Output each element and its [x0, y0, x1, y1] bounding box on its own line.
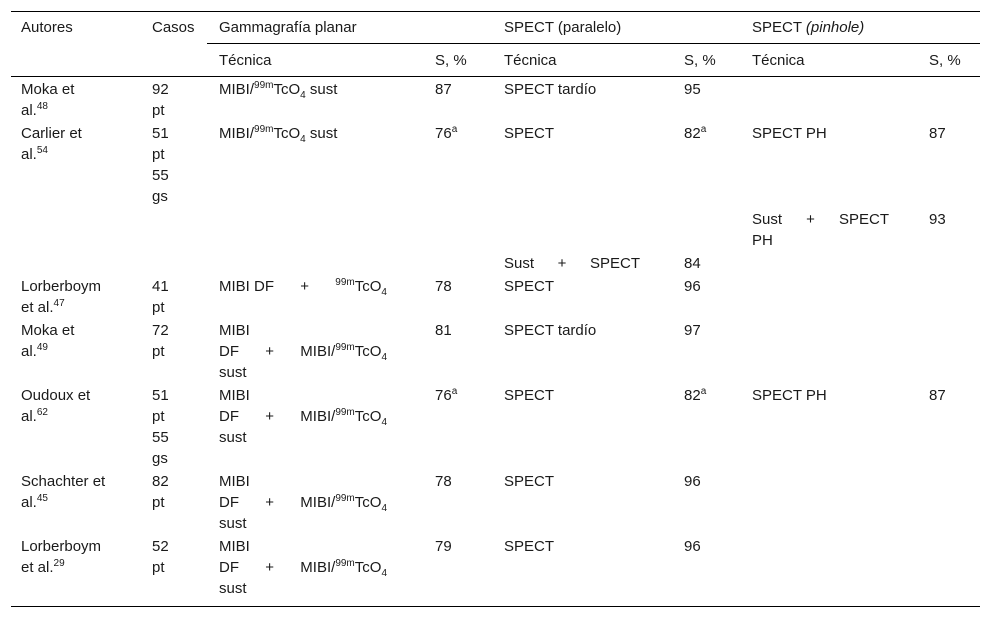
paralelo-s-lorberboym-29: 96 [684, 538, 701, 555]
paralelo-s-lorberboym-47: 96 [684, 278, 701, 295]
paralelo-tecnica-oudoux-62: SPECT [504, 387, 555, 404]
casos-carlier-54: 51 pt 55 gs [152, 125, 169, 205]
pinhole-s-carlier-54-sust: 93 [929, 211, 946, 228]
author-moka-49: Moka et al.$^{49}$ [21, 322, 75, 360]
planar-tecnica-lorberboym-47: MIBI DF + $^{99m}$TcO$_4$ [219, 277, 387, 298]
paralelo-s-oudoux-62: 82$^a$ [684, 386, 707, 404]
paralelo-tecnica-carlier-54-sust: Sust + SPECT [504, 255, 640, 272]
header-gammagrafia-planar: Gammagrafía planar [219, 19, 357, 36]
pinhole-s-oudoux-62: 87 [929, 387, 946, 404]
author-moka-48: Moka et al.$^{48}$ [21, 81, 75, 119]
planar-tecnica-schachter-45: MIBI DF + MIBI/$^{99m}$TcO$_4$ sust [219, 473, 387, 532]
paralelo-s-carlier-54: 82$^a$ [684, 124, 707, 142]
author-oudoux-62: Oudoux et al.$^{62}$ [21, 387, 91, 425]
casos-lorberboym-47: 41 pt [152, 278, 169, 316]
pinhole-tecnica-carlier-54-sust: Sust + SPECT PH [752, 211, 889, 249]
paralelo-tecnica-moka-48: SPECT tardío [504, 81, 597, 98]
planar-tecnica-moka-48: MIBI/$^{99m}$TcO$_4$ sust [219, 80, 338, 101]
planar-s-moka-49: 81 [435, 322, 452, 339]
paralelo-s-moka-48: 95 [684, 81, 701, 98]
paralelo-s-moka-49: 97 [684, 322, 701, 339]
header-casos: Casos [152, 19, 195, 36]
paralelo-tecnica-lorberboym-29: SPECT [504, 538, 555, 555]
subheader-tecnica-planar: Técnica [219, 52, 272, 69]
paralelo-tecnica-lorberboym-47: SPECT [504, 278, 555, 295]
subheader-s-planar: S, % [435, 52, 467, 69]
pinhole-tecnica-carlier-54: SPECT PH [752, 125, 827, 142]
casos-oudoux-62: 51 pt 55 gs [152, 387, 169, 467]
header-spect-pinhole: SPECT (pinhole) [752, 19, 865, 36]
planar-tecnica-oudoux-62: MIBI DF + MIBI/$^{99m}$TcO$_4$ sust [219, 387, 387, 446]
author-carlier-54: Carlier et al.$^{54}$ [21, 125, 82, 163]
header-autores: Autores [21, 19, 73, 36]
casos-moka-48: 92 pt [152, 81, 169, 119]
casos-moka-49: 72 pt [152, 322, 169, 360]
subheader-tecnica-paralelo: Técnica [504, 52, 557, 69]
paralelo-tecnica-carlier-54: SPECT [504, 125, 555, 142]
planar-tecnica-lorberboym-29: MIBI DF + MIBI/$^{99m}$TcO$_4$ sust [219, 538, 387, 597]
subheader-s-pinhole: S, % [929, 52, 961, 69]
pinhole-tecnica-oudoux-62: SPECT PH [752, 387, 827, 404]
planar-tecnica-carlier-54: MIBI/$^{99m}$TcO$_4$ sust [219, 124, 338, 145]
planar-tecnica-moka-49: MIBI DF + MIBI/$^{99m}$TcO$_4$ sust [219, 322, 387, 381]
paralelo-s-schachter-45: 96 [684, 473, 701, 490]
paralelo-s-carlier-54-sust: 84 [684, 255, 701, 272]
author-lorberboym-29: Lorberboym et al.$^{29}$ [21, 538, 102, 576]
subheader-tecnica-pinhole: Técnica [752, 52, 805, 69]
planar-s-schachter-45: 78 [435, 473, 452, 490]
casos-lorberboym-29: 52 pt [152, 538, 169, 576]
planar-s-lorberboym-29: 79 [435, 538, 452, 555]
subheader-s-paralelo: S, % [684, 52, 716, 69]
casos-schachter-45: 82 pt [152, 473, 169, 511]
author-schachter-45: Schachter et al.$^{45}$ [21, 473, 106, 511]
planar-s-moka-48: 87 [435, 81, 452, 98]
planar-s-lorberboym-47: 78 [435, 278, 452, 295]
author-lorberboym-47: Lorberboym et al.$^{47}$ [21, 278, 102, 316]
header-spect-paralelo: SPECT (paralelo) [504, 19, 622, 36]
paralelo-tecnica-moka-49: SPECT tardío [504, 322, 597, 339]
header-bottom-rule [11, 76, 980, 77]
planar-s-oudoux-62: 76$^a$ [435, 386, 458, 404]
planar-s-carlier-54: 76$^a$ [435, 124, 458, 142]
paralelo-tecnica-schachter-45: SPECT [504, 473, 555, 490]
results-table [11, 11, 980, 607]
header-divider [207, 43, 980, 44]
pinhole-s-carlier-54: 87 [929, 125, 946, 142]
